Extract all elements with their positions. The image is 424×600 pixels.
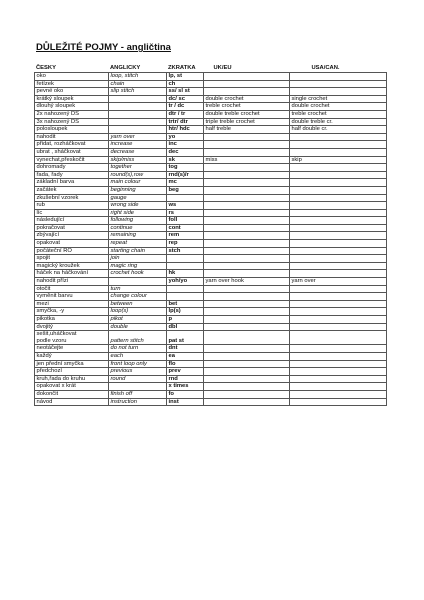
cell-uk-eu [204,293,290,301]
cell-english [109,118,167,126]
table-row [35,133,387,141]
cell-abbreviation: hk [167,270,204,278]
cell-english: previous [109,368,167,376]
cell-usa-can [290,141,387,149]
table-row [35,179,387,187]
cell-czech: jen přední smyčka [35,360,109,368]
cell-abbreviation: fo [167,390,204,398]
table-row [35,247,387,255]
cell-czech: rub [35,202,109,210]
cell-abbreviation: ea [167,352,204,360]
cell-english: main colour [109,179,167,187]
cell-usa-can: double crochet [290,103,387,111]
cell-czech: dvojitý [35,323,109,331]
cell-uk-eu [204,80,290,88]
cell-uk-eu: miss [204,156,290,164]
table-row [35,398,387,406]
cell-czech: pevné oko [35,88,109,96]
cell-english: skip/miss [109,156,167,164]
cell-uk-eu [204,148,290,156]
cell-usa-can [290,186,387,194]
cell-usa-can [290,316,387,324]
cell-usa-can [290,300,387,308]
cell-abbreviation: dnt [167,345,204,353]
cell-english: chain [109,80,167,88]
cell-usa-can [290,293,387,301]
table-row [35,202,387,210]
cell-abbreviation [167,262,204,270]
cell-czech: ubrat , sháčkovat [35,148,109,156]
cell-abbreviation: ss/ sl st [167,88,204,96]
cell-abbreviation [167,194,204,202]
cell-uk-eu [204,255,290,263]
cell-czech: začátek [35,186,109,194]
cell-czech: dohromady [35,164,109,172]
cell-czech: opakovat [35,240,109,248]
cell-czech: nahodit [35,133,109,141]
cell-english: increase [109,141,167,149]
cell-abbreviation: tr / dc [167,103,204,111]
table-row [35,375,387,383]
cell-usa-can [290,88,387,96]
terms-table [34,64,387,406]
cell-uk-eu [204,247,290,255]
cell-uk-eu [204,202,290,210]
cell-uk-eu [204,316,290,324]
cell-abbreviation: cont [167,224,204,232]
cell-english: each [109,352,167,360]
cell-english: following [109,217,167,225]
cell-uk-eu: yarn over hook [204,278,290,286]
cell-abbreviation [167,293,204,301]
cell-uk-eu [204,186,290,194]
cell-czech-line1: sešit,uháčkovat [36,331,77,338]
cell-uk-eu [204,345,290,353]
cell-usa-can [290,194,387,202]
cell-czech: návod [35,398,109,406]
cell-english: pattern stitch [109,331,167,345]
table-row [35,164,387,172]
cell-english: between [109,300,167,308]
cell-czech: polosloupek [35,126,109,134]
cell-english: slip stitch [109,88,167,96]
table-row [35,80,387,88]
table-row [35,255,387,263]
cell-abbreviation: dc/ sc [167,95,204,103]
cell-usa-can [290,240,387,248]
cell-english: do not turn [109,345,167,353]
cell-abbreviation: rnd [167,375,204,383]
cell-english: double [109,323,167,331]
cell-czech: vyměnit barvu [35,293,109,301]
cell-czech: spojit [35,255,109,263]
cell-czech: 3x nahozený DS [35,118,109,126]
header-abbreviation: ZKRATKA [168,65,196,72]
cell-uk-eu: double crochet [204,95,290,103]
table-row [35,270,387,278]
cell-czech: 2x nahozený DS [35,110,109,118]
cell-english [109,278,167,286]
cell-english [109,383,167,391]
cell-uk-eu [204,375,290,383]
cell-abbreviation: foll [167,217,204,225]
cell-usa-can [290,398,387,406]
cell-uk-eu [204,331,290,345]
cell-abbreviation: pat st [167,331,204,345]
cell-usa-can: skip [290,156,387,164]
table-row [35,278,387,286]
cell-czech: kruh,řada do kruhu [35,375,109,383]
table-row [35,73,387,81]
cell-abbreviation: sk [167,156,204,164]
cell-czech [35,331,109,345]
table-row [35,240,387,248]
cell-czech: pokračovat [35,224,109,232]
cell-abbreviation: dec [167,148,204,156]
table-row [35,148,387,156]
cell-uk-eu [204,164,290,172]
cell-uk-eu [204,383,290,391]
cell-uk-eu: triple treble crochet [204,118,290,126]
cell-czech: pikotka [35,316,109,324]
cell-abbreviation: x times [167,383,204,391]
cell-czech-line2: podle vzoru [36,337,67,344]
cell-czech: opakovat x krát [35,383,109,391]
cell-abbreviation: bet [167,300,204,308]
cell-abbreviation [167,255,204,263]
cell-english [109,95,167,103]
cell-usa-can [290,360,387,368]
table-row [35,156,387,164]
cell-usa-can [290,171,387,179]
cell-usa-can [290,148,387,156]
cell-english: join [109,255,167,263]
cell-usa-can [290,352,387,360]
cell-english: continue [109,224,167,232]
table-row [35,345,387,353]
cell-english: loop(s) [109,308,167,316]
cell-abbreviation: dbl [167,323,204,331]
cell-czech: líc [35,209,109,217]
cell-abbreviation: trtr/ dtr [167,118,204,126]
cell-abbreviation: flo [167,360,204,368]
cell-english: beginning [109,186,167,194]
cell-usa-can [290,368,387,376]
table-row [35,352,387,360]
table-row [35,171,387,179]
cell-czech: neotáčejte [35,345,109,353]
cell-uk-eu [204,171,290,179]
cell-uk-eu [204,240,290,248]
cell-english [109,103,167,111]
table-body [35,73,387,406]
cell-czech: následující [35,217,109,225]
cell-english: wrong side [109,202,167,210]
cell-abbreviation: yoh/yo [167,278,204,286]
cell-uk-eu [204,300,290,308]
cell-uk-eu [204,194,290,202]
cell-english: gauge [109,194,167,202]
cell-usa-can [290,308,387,316]
table-row [35,224,387,232]
cell-abbreviation: rs [167,209,204,217]
table-header-row [35,64,387,73]
cell-abbreviation: dtr / tr [167,110,204,118]
cell-abbreviation: htr/ hdc [167,126,204,134]
table-row [35,110,387,118]
cell-uk-eu [204,88,290,96]
cell-english: finish off [109,390,167,398]
cell-uk-eu [204,217,290,225]
cell-abbreviation: rnd(s)/r [167,171,204,179]
cell-usa-can [290,390,387,398]
cell-usa-can [290,323,387,331]
cell-english: change colour [109,293,167,301]
cell-czech: smyčka, -y [35,308,109,316]
table-row [35,262,387,270]
cell-usa-can [290,285,387,293]
cell-czech: vynechat,přeskočit [35,156,109,164]
cell-english: crochet hook [109,270,167,278]
cell-czech: oko [35,73,109,81]
cell-uk-eu: double treble crochet [204,110,290,118]
table-row [35,118,387,126]
cell-english: together [109,164,167,172]
cell-abbreviation: rep [167,240,204,248]
cell-usa-can [290,217,387,225]
cell-abbreviation: p [167,316,204,324]
table-row [35,95,387,103]
table-row [35,88,387,96]
cell-uk-eu [204,352,290,360]
table-row [35,323,387,331]
cell-uk-eu [204,73,290,81]
header-usa-can: USA/CAN. [311,65,340,72]
cell-usa-can [290,164,387,172]
cell-czech: řada, řady [35,171,109,179]
cell-usa-can [290,345,387,353]
cell-english: decrease [109,148,167,156]
header-czech: ČESKY [36,65,56,72]
table-row [35,103,387,111]
cell-czech: magický kroužek [35,262,109,270]
cell-czech: přidat, rozháčkovat [35,141,109,149]
cell-english: magic ring [109,262,167,270]
cell-czech: otočit [35,285,109,293]
cell-uk-eu [204,285,290,293]
table-row [35,217,387,225]
cell-english: right side [109,209,167,217]
cell-english: loop, stitch [109,73,167,81]
cell-uk-eu [204,360,290,368]
cell-czech: řetízek [35,80,109,88]
cell-abbreviation: tog [167,164,204,172]
cell-czech: zkušební vzorek [35,194,109,202]
cell-czech: krátký sloupek [35,95,109,103]
header-uk-eu: UK/EU [213,65,232,72]
cell-usa-can [290,179,387,187]
cell-usa-can: double treble cr. [290,118,387,126]
cell-czech: dlouhý sloupek [35,103,109,111]
table-row [35,293,387,301]
cell-czech: každý [35,352,109,360]
cell-abbreviation: inc [167,141,204,149]
cell-czech: mezi [35,300,109,308]
cell-usa-can: yarn over [290,278,387,286]
cell-abbreviation: ws [167,202,204,210]
table-row [35,209,387,217]
table-row [35,300,387,308]
cell-abbreviation: lp, st [167,73,204,81]
cell-english: starting chain [109,247,167,255]
table-row [35,126,387,134]
cell-usa-can: half double cr. [290,126,387,134]
cell-usa-can: single crochet [290,95,387,103]
table-row [35,368,387,376]
cell-english: round(s),row [109,171,167,179]
cell-english: round [109,375,167,383]
table-row [35,141,387,149]
cell-czech: nahodit přízi [35,278,109,286]
table-row [35,186,387,194]
table-row [35,390,387,398]
cell-uk-eu [204,270,290,278]
table-row [35,232,387,240]
cell-english: front loop only [109,360,167,368]
cell-usa-can [290,80,387,88]
cell-abbreviation [167,285,204,293]
cell-uk-eu [204,141,290,149]
table-row [35,285,387,293]
cell-czech: zbývající [35,232,109,240]
cell-abbreviation: rem [167,232,204,240]
cell-abbreviation: prev [167,368,204,376]
cell-usa-can [290,383,387,391]
cell-uk-eu [204,232,290,240]
cell-usa-can [290,375,387,383]
cell-english [109,110,167,118]
cell-uk-eu [204,262,290,270]
cell-english [109,126,167,134]
cell-english: repeat [109,240,167,248]
cell-usa-can [290,232,387,240]
cell-english: remaining [109,232,167,240]
cell-usa-can [290,209,387,217]
cell-english: yarn over [109,133,167,141]
cell-abbreviation: inst [167,398,204,406]
cell-usa-can [290,202,387,210]
cell-uk-eu [204,368,290,376]
cell-uk-eu [204,209,290,217]
header-english: ANGLICKY [110,65,141,72]
cell-uk-eu: half treble [204,126,290,134]
cell-abbreviation: yo [167,133,204,141]
cell-uk-eu [204,224,290,232]
table-row [35,308,387,316]
cell-czech: počáteční ŘO [35,247,109,255]
cell-abbreviation: stch [167,247,204,255]
cell-english: instruction [109,398,167,406]
cell-english: turn [109,285,167,293]
cell-abbreviation: mc [167,179,204,187]
cell-uk-eu [204,398,290,406]
cell-usa-can [290,262,387,270]
cell-english: pikot [109,316,167,324]
table-row [35,194,387,202]
cell-czech: předchozí [35,368,109,376]
table-row [35,360,387,368]
cell-czech: základní barva [35,179,109,187]
cell-usa-can [290,255,387,263]
cell-usa-can [290,224,387,232]
cell-czech: háček na háčkování [35,270,109,278]
cell-abbreviation: beg [167,186,204,194]
cell-uk-eu [204,133,290,141]
cell-uk-eu [204,323,290,331]
page-title: DŮLEŽITÉ POJMY - angličtina [36,42,171,53]
cell-uk-eu [204,308,290,316]
cell-usa-can [290,133,387,141]
cell-usa-can: treble crochet [290,110,387,118]
cell-uk-eu [204,390,290,398]
cell-abbreviation: lp(s) [167,308,204,316]
cell-usa-can [290,73,387,81]
cell-czech: dokončit [35,390,109,398]
table-row [35,383,387,391]
cell-usa-can [290,270,387,278]
cell-uk-eu: treble crochet [204,103,290,111]
cell-abbreviation: ch [167,80,204,88]
cell-usa-can [290,331,387,345]
table-row [35,316,387,324]
table-row [35,331,387,345]
cell-uk-eu [204,179,290,187]
cell-usa-can [290,247,387,255]
